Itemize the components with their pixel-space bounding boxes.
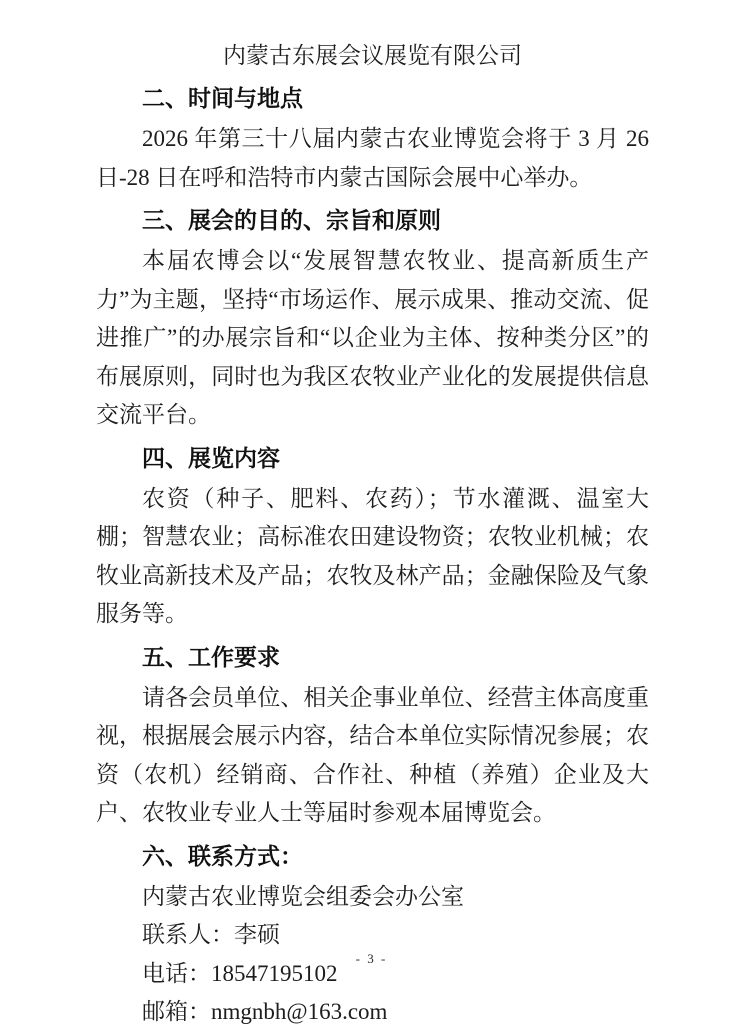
- section-heading-work-requirements: 五、工作要求: [142, 643, 280, 670]
- section-work-requirements: [96, 638, 649, 833]
- organizer-company-line: 内蒙古东展会议展览有限公司: [223, 43, 522, 68]
- section-contact: [96, 837, 649, 1032]
- section-paragraph: 2026 年第三十八届内蒙古农业博览会将于 3 月 26 日-28 日在呼和浩特市内蒙古国际会展中心举办。: [96, 126, 649, 190]
- section-heading-time-location: 二、时间与地点: [142, 85, 303, 111]
- section-paragraph: 请各会员单位、相关企事业单位、经营主体高度重视，根据展会展示内容，结合本单位实际情况参展；农资（农机）经销商、合作社、种植（养殖）企业及大户、农牧业专业人士等届时参观本届博览会。: [96, 684, 649, 825]
- document-content: [96, 37, 649, 1032]
- section-paragraph: 本届农博会以“发展智慧农牧业、提高新质生产力”为主题，坚持“市场运作、展示成果、推动交流、促进推广”的办展宗旨和“以企业为主体、按种类分区”的布展原则，同时也为我区农牧业产业化的发展提供信息交流平台。: [96, 248, 649, 427]
- section-heading-exhibit-content: 四、展览内容: [142, 444, 280, 471]
- contact-office-line: 内蒙古农业博览会组委会办公室: [142, 883, 464, 909]
- page-number: - 3 -: [355, 951, 388, 966]
- section-paragraph: 农资（种子、肥料、农药）；节水灌溉、温室大棚；智慧农业；高标准农田建设物资；农牧业机械；农牧业高新技术及产品；农牧及林产品；金融保险及气象服务等。: [96, 485, 649, 626]
- contact-person-line: 联系人：李硕: [142, 922, 280, 947]
- page-footer: [0, 951, 743, 967]
- contact-email-line: 邮箱：nmgnbh@163.com: [142, 999, 388, 1024]
- contact-phone-line: 电话：18547195102: [142, 960, 338, 986]
- section-heading-purpose-principles: 三、展会的目的、宗旨和原则: [142, 207, 441, 233]
- section-exhibit-content: [96, 439, 649, 634]
- section-time-location: [96, 79, 649, 197]
- section-heading-contact: 六、联系方式：: [142, 842, 303, 869]
- section-purpose-principles: [96, 201, 649, 435]
